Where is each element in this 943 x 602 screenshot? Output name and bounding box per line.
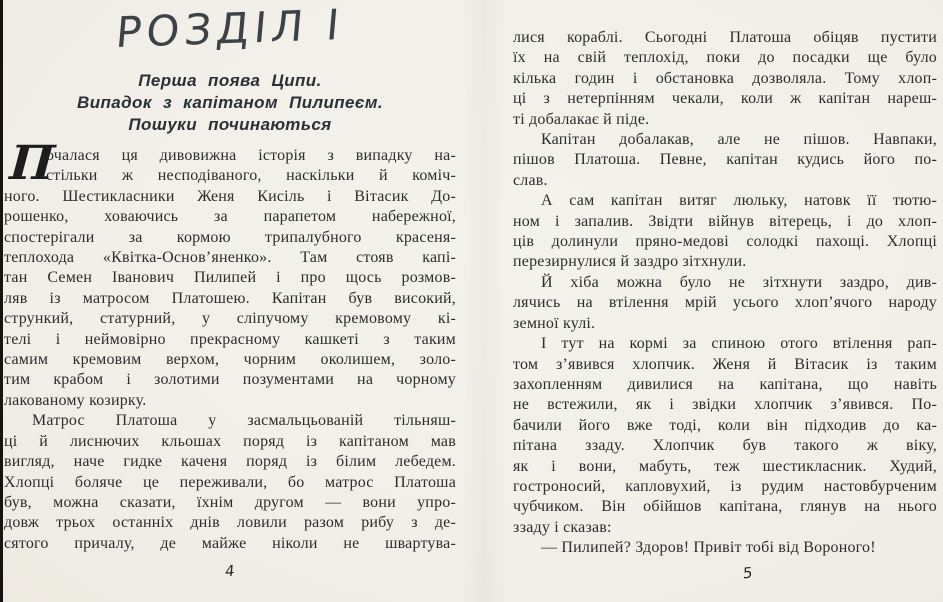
body-line: тан Семен Іванович Пилипей і про щось розмов- — [4, 269, 456, 287]
subtitle-line: Пошуки починаються — [128, 115, 332, 134]
page-number-left: 4 — [224, 561, 236, 581]
body-line: лячись на втілення мрій усього хлоп’ячого народу — [513, 294, 937, 312]
body-line: лакованому козирку. — [4, 391, 147, 409]
body-line: бачили його вже тоді, коли він підходив до ка- — [513, 416, 937, 434]
body-line: чубчиком. Він обійшов капітана, глянув на нього — [513, 498, 937, 516]
body-line: сятого причалу, де майже ніколи не швартува- — [4, 534, 456, 552]
body-line: А сам капітан витяг люльку, натовк її тютю- — [541, 192, 937, 210]
body-line: Й хіба можна було не зітхнути заздро, див- — [541, 273, 937, 291]
body-line: лися кораблі. Сьогодні Платоша обіцяв пустити — [513, 29, 937, 46]
body-line: Капітан добалакав, але не пішов. Навпаки, — [541, 131, 937, 149]
body-line: довж трьох останніх днів ловили разом рибу з де- — [4, 514, 456, 532]
body-line: ном і запалив. Звідти війнув вітерець, і до хлоп- — [513, 212, 937, 230]
body-line: тим крабом і золотими позументами на чорному — [4, 371, 456, 389]
body-line: ців долинули пряно-медові солодкі пахощі. Хлопці — [513, 233, 937, 251]
left-page-text — [4, 136, 456, 554]
body-line: слав. — [513, 171, 548, 189]
chapter-title: РОЗДІЛ І — [113, 0, 347, 58]
body-line: ці з нетерпінням чекали, коли ж капітан нареш- — [513, 90, 937, 108]
body-line: перезирнулися й заздро зітхнули. — [513, 253, 747, 271]
body-line: гостроносий, капловухий, із рудим настовбурченим — [513, 477, 937, 495]
body-line: І тут на кормі за спиною отого втілення рап- — [541, 335, 937, 353]
body-line: як і вони, мабуть, теж шестикласник. Худий, — [513, 457, 937, 475]
body-line: не встежили, як і звідки хлопчик з’явився. По- — [513, 396, 937, 414]
body-line: Хлопці боляче це переживали, бо матрос Платоша — [4, 473, 456, 491]
body-line: ззаду і сказав: — [513, 518, 612, 536]
body-line: ті добалакає й піде. — [513, 110, 650, 128]
chapter-subtitle — [4, 70, 456, 136]
body-line: теплохода «Квітка-Основ’яненко». Там стояв капі- — [4, 249, 456, 267]
body-line: кілька годин і обстановка дозволяла. Тому хлоп- — [513, 69, 937, 87]
body-line: пітана ззаду. Хлопчик був такого ж віку, — [513, 437, 937, 455]
body-line: телі і неймовірно прекрасному кашкеті з таким — [4, 330, 456, 348]
drop-cap: П — [8, 136, 57, 191]
body-line: стрункий, статурний, у сліпучому кремовому кі- — [4, 310, 456, 328]
scan-edge — [0, 0, 3, 602]
body-line: пішов Платоша. Певне, капітан кудись його по- — [513, 151, 937, 169]
body-line: ці й лиснючих кльошах поряд із капітаном мав — [4, 432, 456, 450]
body-line: том з’явився хлопчик. Женя й Вітасик із таким — [513, 355, 937, 373]
body-line: вигляд, наче гидке каченя поряд із білим лебедем. — [4, 453, 456, 471]
body-line: стільки ж несподіваного, наскільки й коміч- — [46, 167, 456, 185]
subtitle-line: Перша поява Ципи. — [138, 71, 322, 90]
body-line: земної кулі. — [513, 314, 596, 332]
right-page-text — [513, 28, 937, 559]
body-line: самим кремовим верхом, чорним околишем, золо- — [4, 351, 456, 369]
page-number-right: 5 — [742, 563, 754, 583]
body-line: — Пилипей? Здоров! Привіт тобі від Вороного! — [541, 539, 876, 557]
left-page — [4, 0, 456, 602]
body-line: їх на свій теплохід, поки до посадки ще було — [513, 49, 937, 67]
body-line: Матрос Платоша у засмальцьованій тільняш- — [32, 412, 456, 430]
body-line: рошенко, ховаючись за парапетом набережної, — [4, 208, 456, 226]
body-line: був, можна сказати, їхнім другом — вони упро- — [4, 493, 456, 511]
body-line: захопленням дивилися на капітана, що навіть — [513, 375, 937, 393]
subtitle-line: Випадок з капітаном Пилипеєм. — [77, 93, 383, 112]
body-line: ляв із матросом Платошею. Капітан був високий, — [4, 289, 456, 307]
body-line: спостерігали за кормою трипалубного красеня- — [4, 228, 456, 246]
page-gutter — [462, 0, 506, 602]
body-line: ного. Шестикласники Женя Кисіль і Вітасик До- — [4, 187, 456, 205]
body-line: очалася ця дивовижна історія з випадку на- — [46, 147, 456, 164]
right-page — [513, 0, 937, 602]
